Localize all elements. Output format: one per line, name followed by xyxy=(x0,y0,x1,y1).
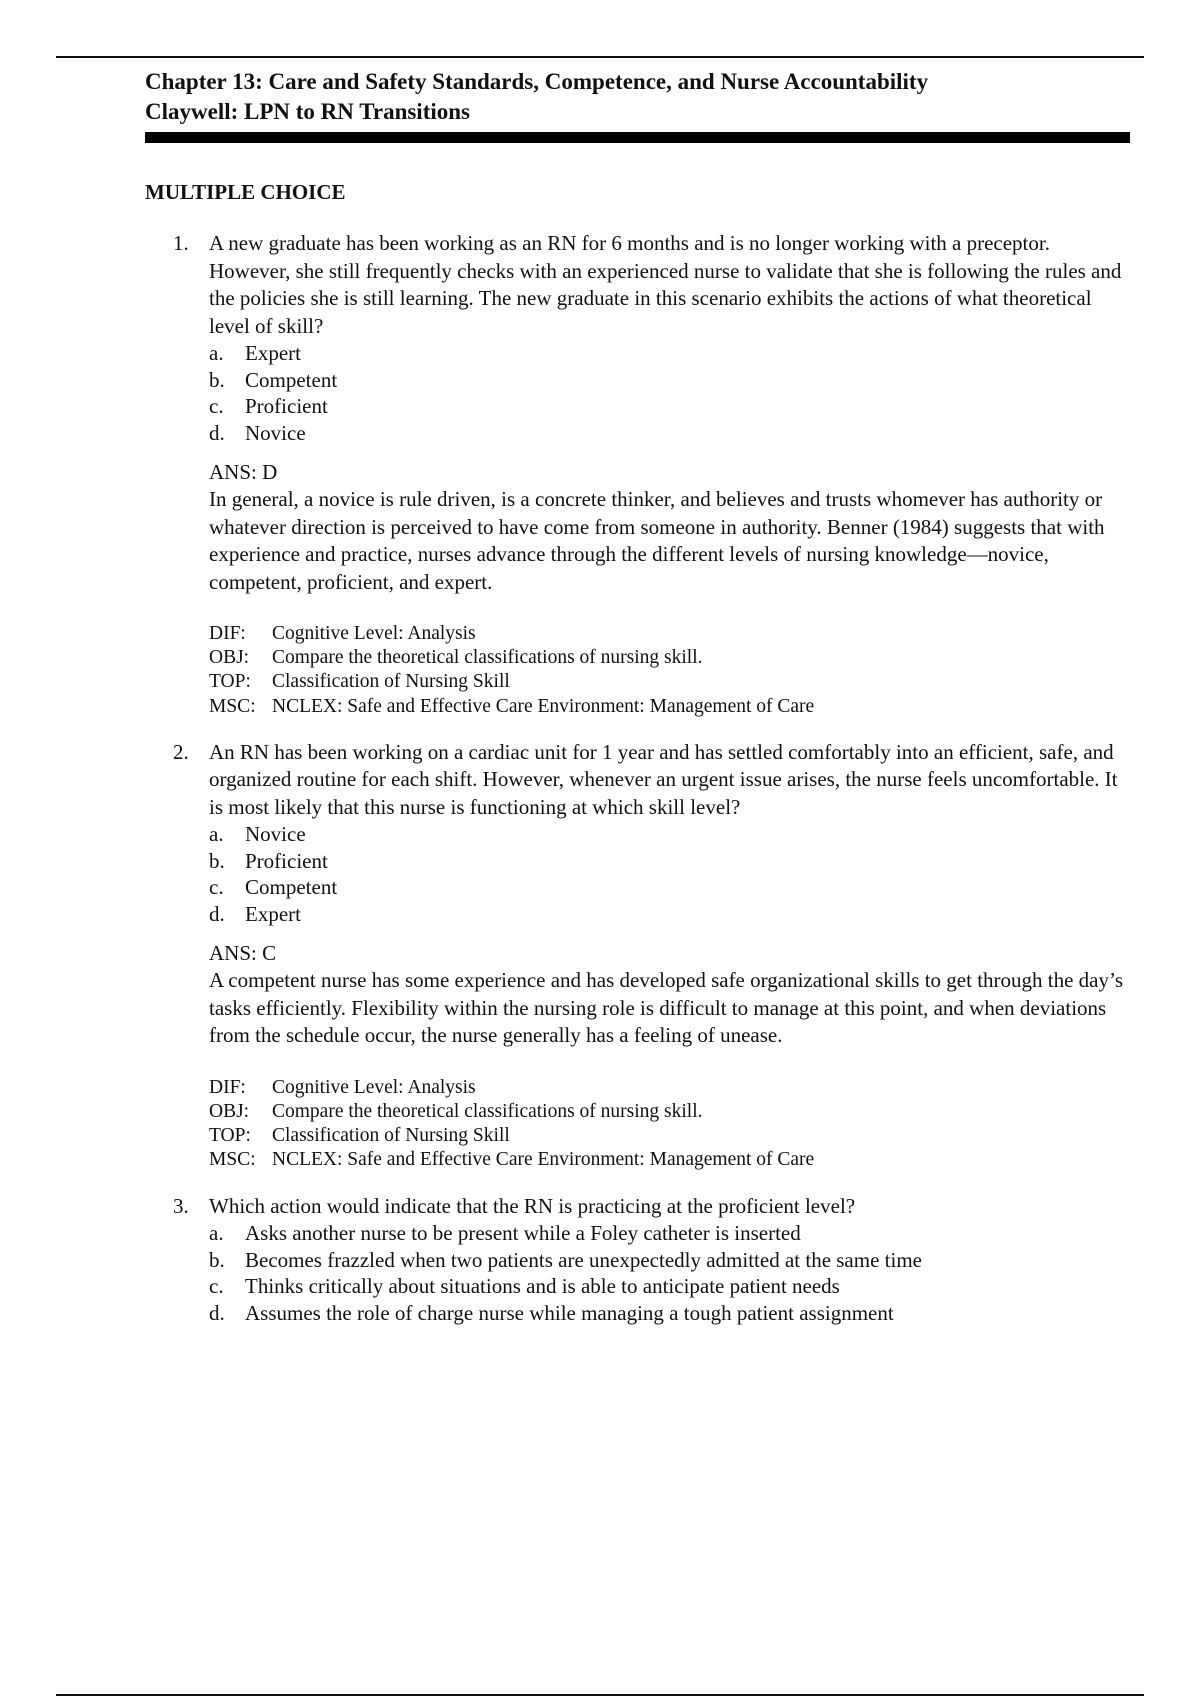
question-metadata xyxy=(209,1076,1133,1173)
meta-dif: DIF: Cognitive Level: Analysis xyxy=(209,623,476,644)
option-a: a. Expert xyxy=(209,341,301,365)
option-b: b. Competent xyxy=(209,367,338,392)
meta-obj: OBJ: Compare the theoretical classifications of nursing skill. xyxy=(209,647,703,669)
question-1 xyxy=(173,230,1133,719)
answer-options xyxy=(209,821,1133,927)
answer-key: ANS: C xyxy=(209,941,277,966)
document-header xyxy=(145,67,1130,127)
meta-msc: MSC: NCLEX: Safe and Effective Care Environment: Management of Care xyxy=(209,695,815,717)
answer-key: ANS: D xyxy=(209,460,278,484)
answer-block xyxy=(209,459,1133,719)
question-metadata xyxy=(209,622,1133,719)
answer-block xyxy=(209,940,1133,1172)
question-list xyxy=(173,230,1133,1346)
option-d: d. Assumes the role of charge nurse while managing a tough patient assignment xyxy=(209,1300,894,1325)
meta-obj: OBJ: Compare the theoretical classifications of nursing skill. xyxy=(209,1101,703,1123)
bottom-rule xyxy=(56,1694,1144,1696)
question-text: A new graduate has been working as an RN for 6 months and is no longer working with a preceptor. However, she still frequently checks with an experienced nurse to validate that she is following the rules and the policies she is still learning. The new graduate in this scenario exhibits the actions of what theoretical level of skill? xyxy=(209,231,1122,338)
top-rule xyxy=(56,56,1144,58)
chapter-title: Chapter 13: Care and Safety Standards, Competence, and Nurse Accountability xyxy=(145,69,929,94)
header-bar xyxy=(145,132,1130,143)
rationale: A competent nurse has some experience and has developed safe organizational skills to get through the day’s tasks efficiently. Flexibility within the nursing role is difficult to manage at this point, and when deviations from the schedule occur, the nurse generally has a feeling of unease. xyxy=(209,968,1124,1048)
meta-msc: MSC: NCLEX: Safe and Effective Care Environment: Management of Care xyxy=(209,1149,815,1171)
question-text: Which action would indicate that the RN is practicing at the proficient level? xyxy=(209,1193,856,1218)
question-number: 2. xyxy=(173,739,189,764)
option-c: c. Competent xyxy=(209,875,338,900)
option-b: b. Proficient xyxy=(209,848,328,873)
meta-dif: DIF: Cognitive Level: Analysis xyxy=(209,1076,476,1098)
option-d: d. Expert xyxy=(209,901,301,926)
question-2 xyxy=(173,739,1133,1173)
option-b: b. Becomes frazzled when two patients are unexpectedly admitted at the same time xyxy=(209,1247,922,1272)
question-text: An RN has been working on a cardiac unit for 1 year and has settled comfortably into an efficient, safe, and organized routine for each shift. However, whenever an urgent issue arises, the nurse feels uncomfortable. It is most likely that this nurse is functioning at which skill level? xyxy=(209,739,1118,819)
question-number: 3. xyxy=(173,1193,189,1218)
answer-options xyxy=(209,1220,1133,1326)
option-a: a. Novice xyxy=(209,822,306,847)
option-d: d. Novice xyxy=(209,420,306,445)
book-title: Claywell: LPN to RN Transitions xyxy=(145,99,470,124)
option-c: c. Proficient xyxy=(209,394,328,418)
meta-top: TOP: Classification of Nursing Skill xyxy=(209,671,510,693)
answer-options xyxy=(209,340,1133,446)
question-3 xyxy=(173,1193,1133,1327)
option-a: a. Asks another nurse to be present while a Foley catheter is inserted xyxy=(209,1221,801,1246)
question-number: 1. xyxy=(173,231,189,255)
rationale: In general, a novice is rule driven, is a concrete thinker, and believes and trusts whomever has authority or whatever direction is perceived to have come from someone in authority. Benner (1984) suggests that with experience and practice, nurses advance through the different levels of nursing knowledge—novice, competent, proficient, and expert. xyxy=(209,487,1105,594)
section-title: MULTIPLE CHOICE xyxy=(145,180,346,204)
option-c: c. Thinks critically about situations and is able to anticipate patient needs xyxy=(209,1274,840,1299)
meta-top: TOP: Classification of Nursing Skill xyxy=(209,1125,510,1147)
